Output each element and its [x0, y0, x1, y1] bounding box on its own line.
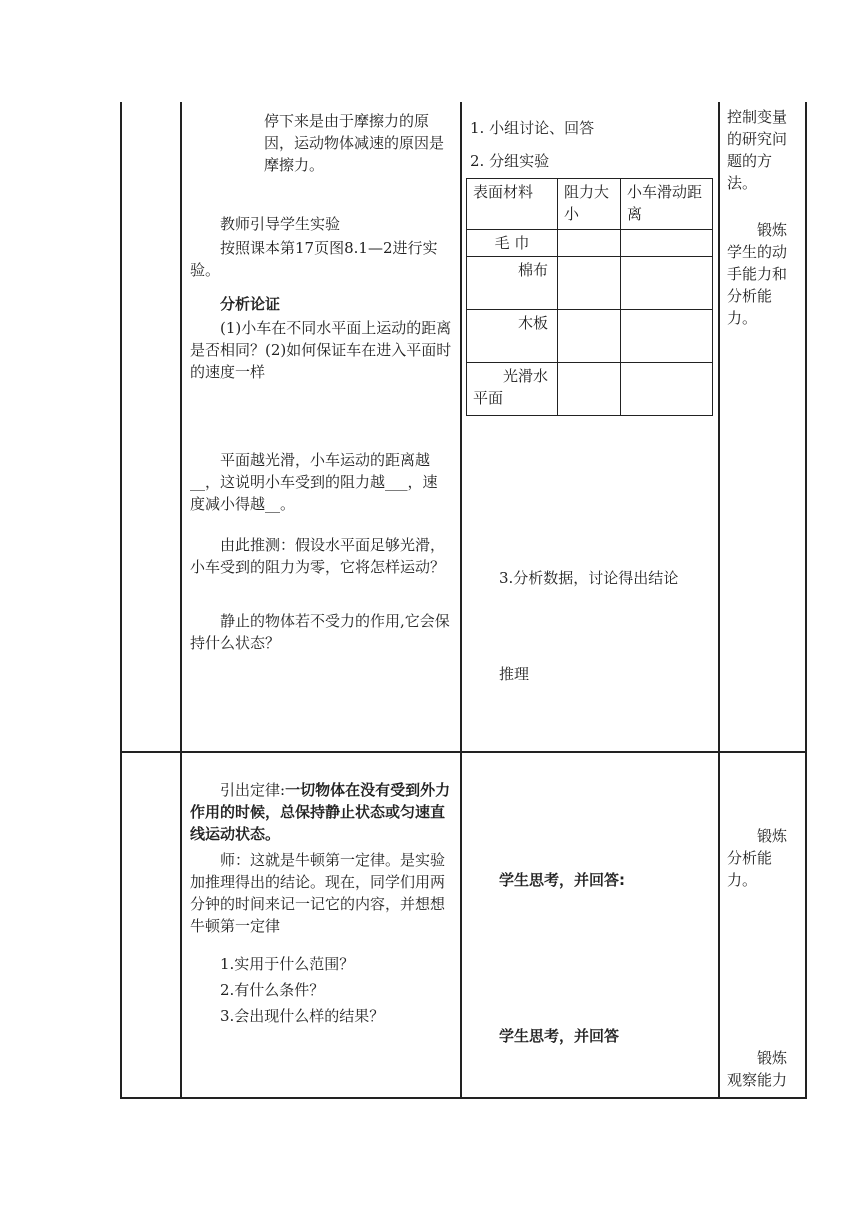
material-cotton: 棉布 — [467, 257, 558, 310]
student-answer-1: 学生思考，并回答: — [499, 871, 625, 889]
analyze-data: 3.分析数据，讨论得出结论 — [499, 569, 679, 587]
table-border-left — [120, 102, 122, 1099]
friction-conclusion: 停下来是由于摩擦力的原因，运动物体减速的原因是摩擦力。 — [264, 112, 445, 174]
reasoning: 推理 — [499, 665, 530, 683]
empty-cell — [558, 310, 621, 363]
experiment-table — [466, 178, 713, 416]
table-border-col3 — [718, 102, 720, 1099]
empty-cell — [621, 363, 713, 416]
teacher-explanation: 师：这就是牛顿第一定律。是实验加推理得出的结论。现在，同学们用两分钟的时间来记一记它的内容，并想想牛顿第一定律 — [190, 851, 446, 935]
empty-cell — [558, 230, 621, 257]
table-border-right — [805, 102, 807, 1099]
newton-first-law: 一切物体在没有受到外力作用的时候，总保持静止状态或匀速直线运动状态。 — [190, 781, 451, 843]
method-note: 控制变量的研究问题的方法。 — [727, 108, 788, 192]
empty-cell — [558, 257, 621, 310]
experiment-instruction: 按照课本第17页图8.1—2进行实验。 — [190, 239, 438, 279]
group-discussion: 1. 小组讨论、回答 — [470, 119, 595, 137]
analysis-heading: 分析论证 — [220, 295, 281, 313]
table-row — [467, 230, 713, 257]
table-row — [467, 257, 713, 310]
skill-note-analysis: 锻炼分析能力。 — [727, 827, 788, 889]
empty-cell — [558, 363, 621, 416]
table-header-row — [467, 179, 713, 230]
table-border-col2 — [460, 102, 462, 1099]
table-border-bottom — [120, 1097, 807, 1099]
skill-note-observation: 锻炼观察能力 — [727, 1049, 788, 1089]
material-wood: 木板 — [467, 310, 558, 363]
law-paragraph — [190, 779, 454, 845]
empty-cell — [621, 257, 713, 310]
question-scope: 1.实用于什么范围？ — [220, 955, 355, 973]
fill-in-blank-conclusion: 平面越光滑，小车运动的距离越__，这说明小车受到的阻力越___，速度减小得越__。 — [190, 451, 438, 513]
table-border-col1 — [180, 102, 182, 1099]
header-resistance: 阻力大小 — [558, 179, 621, 230]
table-row — [467, 310, 713, 363]
header-material: 表面材料 — [467, 179, 558, 230]
table-row — [467, 363, 713, 416]
skill-note-hands-on: 锻炼学生的动手能力和分析能力。 — [727, 221, 788, 327]
row-separator — [120, 751, 807, 753]
question-result: 3.会出现什么样的结果？ — [220, 1007, 385, 1025]
group-experiment: 2. 分组实验 — [470, 152, 550, 170]
student-answer-2: 学生思考，并回答 — [499, 1027, 620, 1045]
header-distance: 小车滑动距离 — [621, 179, 713, 230]
empty-cell — [621, 310, 713, 363]
material-smooth: 光滑水平面 — [467, 363, 558, 416]
inference-question: 由此推测：假设水平面足够光滑，小车受到的阻力为零，它将怎样运动？ — [190, 536, 446, 576]
static-object-question: 静止的物体若不受力的作用,它会保持什么状态？ — [190, 612, 450, 652]
question-condition: 2.有什么条件？ — [220, 981, 325, 999]
teacher-guides-experiment: 教师引导学生实验 — [220, 215, 341, 233]
empty-cell — [621, 230, 713, 257]
analysis-questions: (1)小车在不同水平面上运动的距离是否相同？(2)如何保证车在进入平面时的速度一样 — [190, 319, 452, 381]
law-lead: 引出定律: — [220, 781, 286, 799]
material-towel: 毛 巾 — [467, 230, 558, 257]
